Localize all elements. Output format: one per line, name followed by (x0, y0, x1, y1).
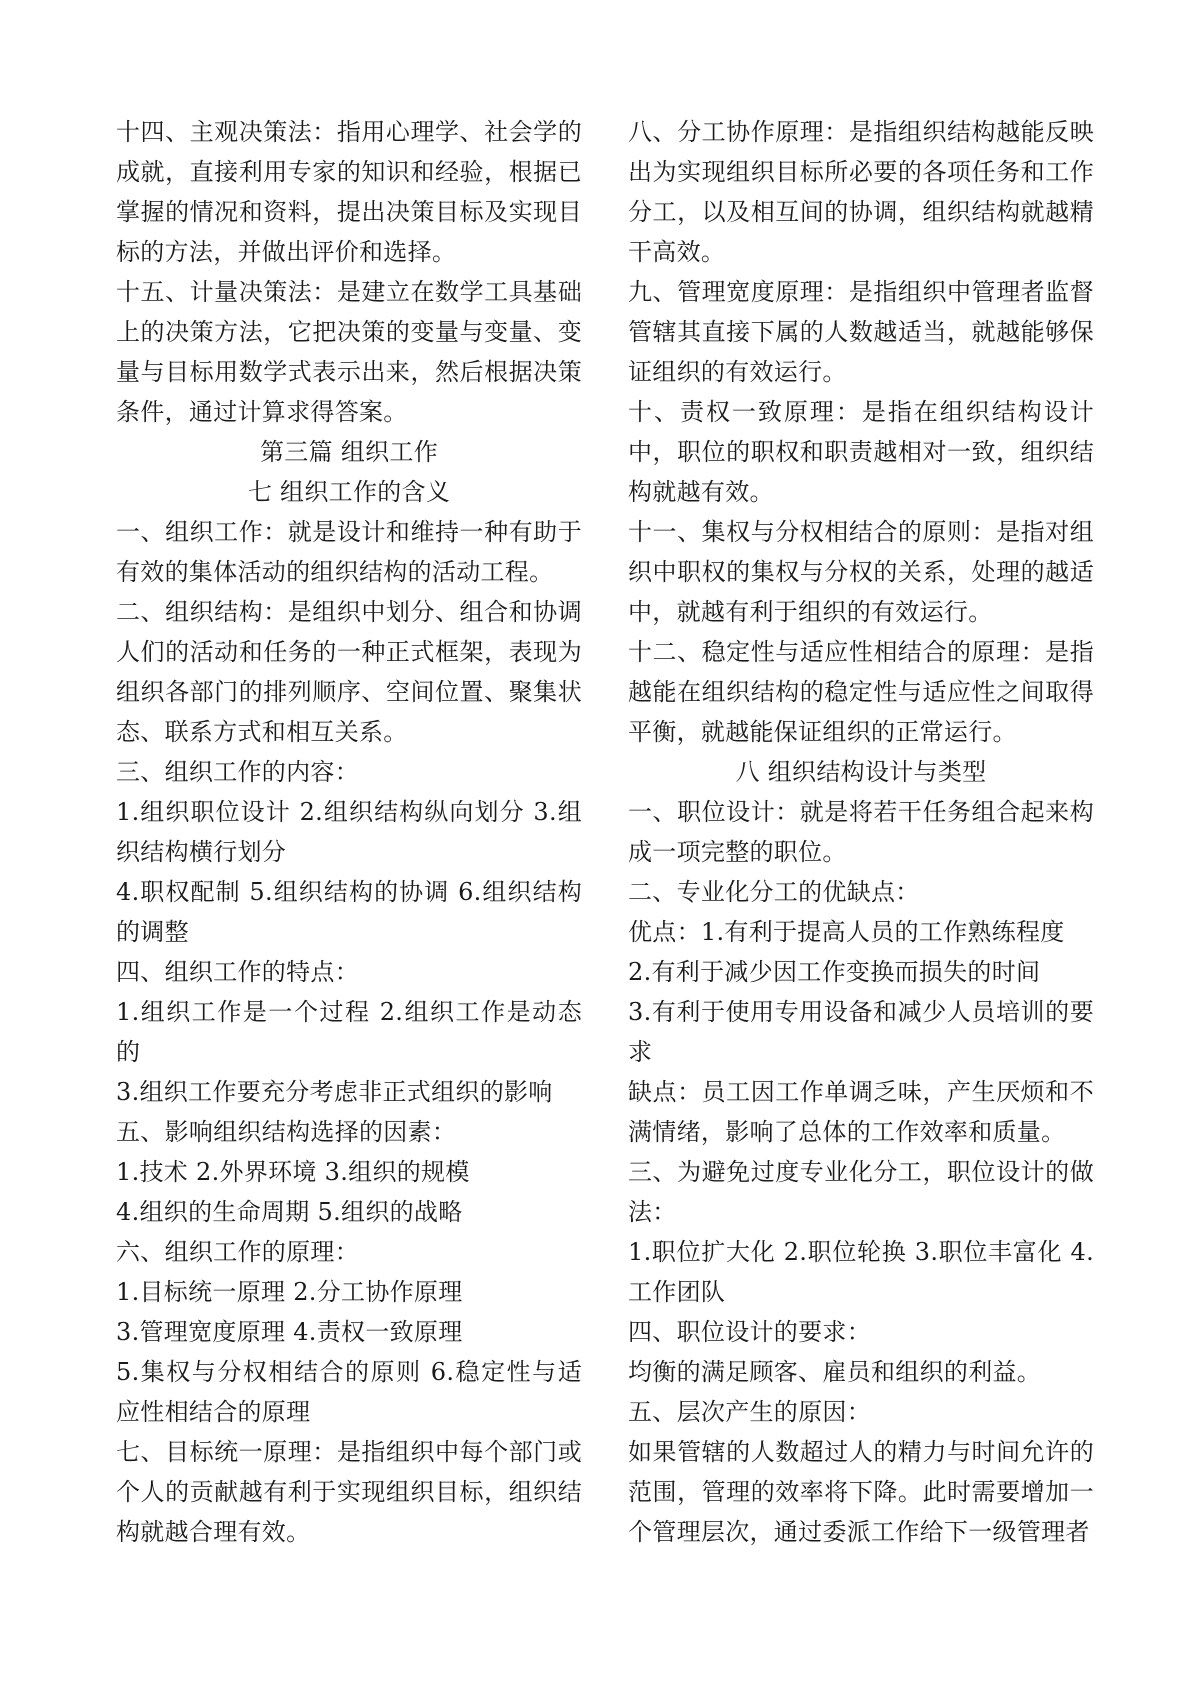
paragraph: 一、职位设计：就是将若干任务组合起来构成一项完整的职位。 (628, 798, 1094, 866)
paragraph: 三、组织工作的内容： (116, 758, 359, 786)
paragraph: 九、管理宽度原理：是指组织中管理者监督管辖其直接下属的人数越适当，就越能够保证组织的有效运行。 (628, 278, 1094, 386)
paragraph: 六、组织工作的原理： (116, 1238, 359, 1266)
paragraph: 三、为避免过度专业化分工，职位设计的做法： (628, 1158, 1094, 1226)
paragraph: 二、组织结构：是组织中划分、组合和协调人们的活动和任务的一种正式框架，表现为组织各部门的排列顺序、空间位置、聚集状态、联系方式和相互关系。 (116, 598, 582, 746)
paragraph: 4.职权配制 5.组织结构的协调 6.组织结构的调整 (116, 878, 582, 946)
section-heading: 第三篇 组织工作 (259, 438, 439, 466)
paragraph: 均衡的满足顾客、雇员和组织的利益。 (628, 1358, 1042, 1386)
paragraph: 3.组织工作要充分考虑非正式组织的影响 (116, 1078, 553, 1106)
paragraph: 一、组织工作：就是设计和维持一种有助于有效的集体活动的组织结构的活动工程。 (116, 518, 582, 586)
right-column (628, 112, 1094, 1552)
paragraph: 十五、计量决策法：是建立在数学工具基础上的决策方法，它把决策的变量与变量、变量与目标用数学式表示出来，然后根据决策条件，通过计算求得答案。 (116, 278, 582, 426)
section-heading: 七 组织工作的含义 (247, 478, 451, 506)
section-heading: 八 组织结构设计与类型 (735, 758, 987, 786)
paragraph: 1.目标统一原理 2.分工协作原理 (116, 1278, 463, 1306)
paragraph: 3.管理宽度原理 4.责权一致原理 (116, 1318, 463, 1346)
paragraph: 五、影响组织结构选择的因素： (116, 1118, 457, 1146)
paragraph: 八、分工协作原理：是指组织结构越能反映出为实现组织目标所必要的各项任务和工作分工，以及相互间的协调，组织结构就越精干高效。 (628, 118, 1094, 266)
paragraph: 十四、主观决策法：指用心理学、社会学的成就，直接利用专家的知识和经验，根据已掌握的情况和资料，提出决策目标及实现目标的方法，并做出评价和选择。 (116, 118, 582, 266)
paragraph: 四、职位设计的要求： (628, 1318, 871, 1346)
paragraph: 十二、稳定性与适应性相结合的原理：是指越能在组织结构的稳定性与适应性之间取得平衡，就越能保证组织的正常运行。 (628, 638, 1094, 746)
paragraph: 1.组织工作是一个过程 2.组织工作是动态的 (116, 998, 582, 1066)
paragraph: 5.集权与分权相结合的原则 6.稳定性与适应性相结合的原理 (116, 1358, 582, 1426)
paragraph: 优点：1.有利于提高人员的工作熟练程度 (628, 918, 1065, 946)
left-column (116, 112, 582, 1552)
paragraph: 1.技术 2.外界环境 3.组织的规模 (116, 1158, 470, 1186)
paragraph: 3.有利于使用专用设备和减少人员培训的要求 (628, 998, 1094, 1066)
paragraph: 七、目标统一原理：是指组织中每个部门或个人的贡献越有利于实现组织目标，组织结构就越合理有效。 (116, 1438, 582, 1546)
paragraph: 1.组织职位设计 2.组织结构纵向划分 3.组织结构横行划分 (116, 798, 582, 866)
paragraph: 如果管辖的人数超过人的精力与时间允许的范围，管理的效率将下降。此时需要增加一个管理层次，通过委派工作给下一级管理者 (628, 1438, 1094, 1546)
paragraph: 2.有利于减少因工作变换而损失的时间 (628, 958, 1041, 986)
paragraph: 缺点：员工因工作单调乏味，产生厌烦和不满情绪，影响了总体的工作效率和质量。 (628, 1078, 1094, 1146)
paragraph: 4.组织的生命周期 5.组织的战略 (116, 1198, 463, 1226)
paragraph: 十、责权一致原理：是指在组织结构设计中，职位的职权和职责越相对一致，组织结构就越有效。 (628, 398, 1094, 506)
paragraph: 五、层次产生的原因： (628, 1398, 871, 1426)
paragraph: 四、组织工作的特点： (116, 958, 359, 986)
paragraph: 二、专业化分工的优缺点： (628, 878, 920, 906)
paragraph: 1.职位扩大化 2.职位轮换 3.职位丰富化 4.工作团队 (628, 1238, 1094, 1306)
paragraph: 十一、集权与分权相结合的原则：是指对组织中职权的集权与分权的关系，处理的越适中，就越有利于组织的有效运行。 (628, 518, 1094, 626)
